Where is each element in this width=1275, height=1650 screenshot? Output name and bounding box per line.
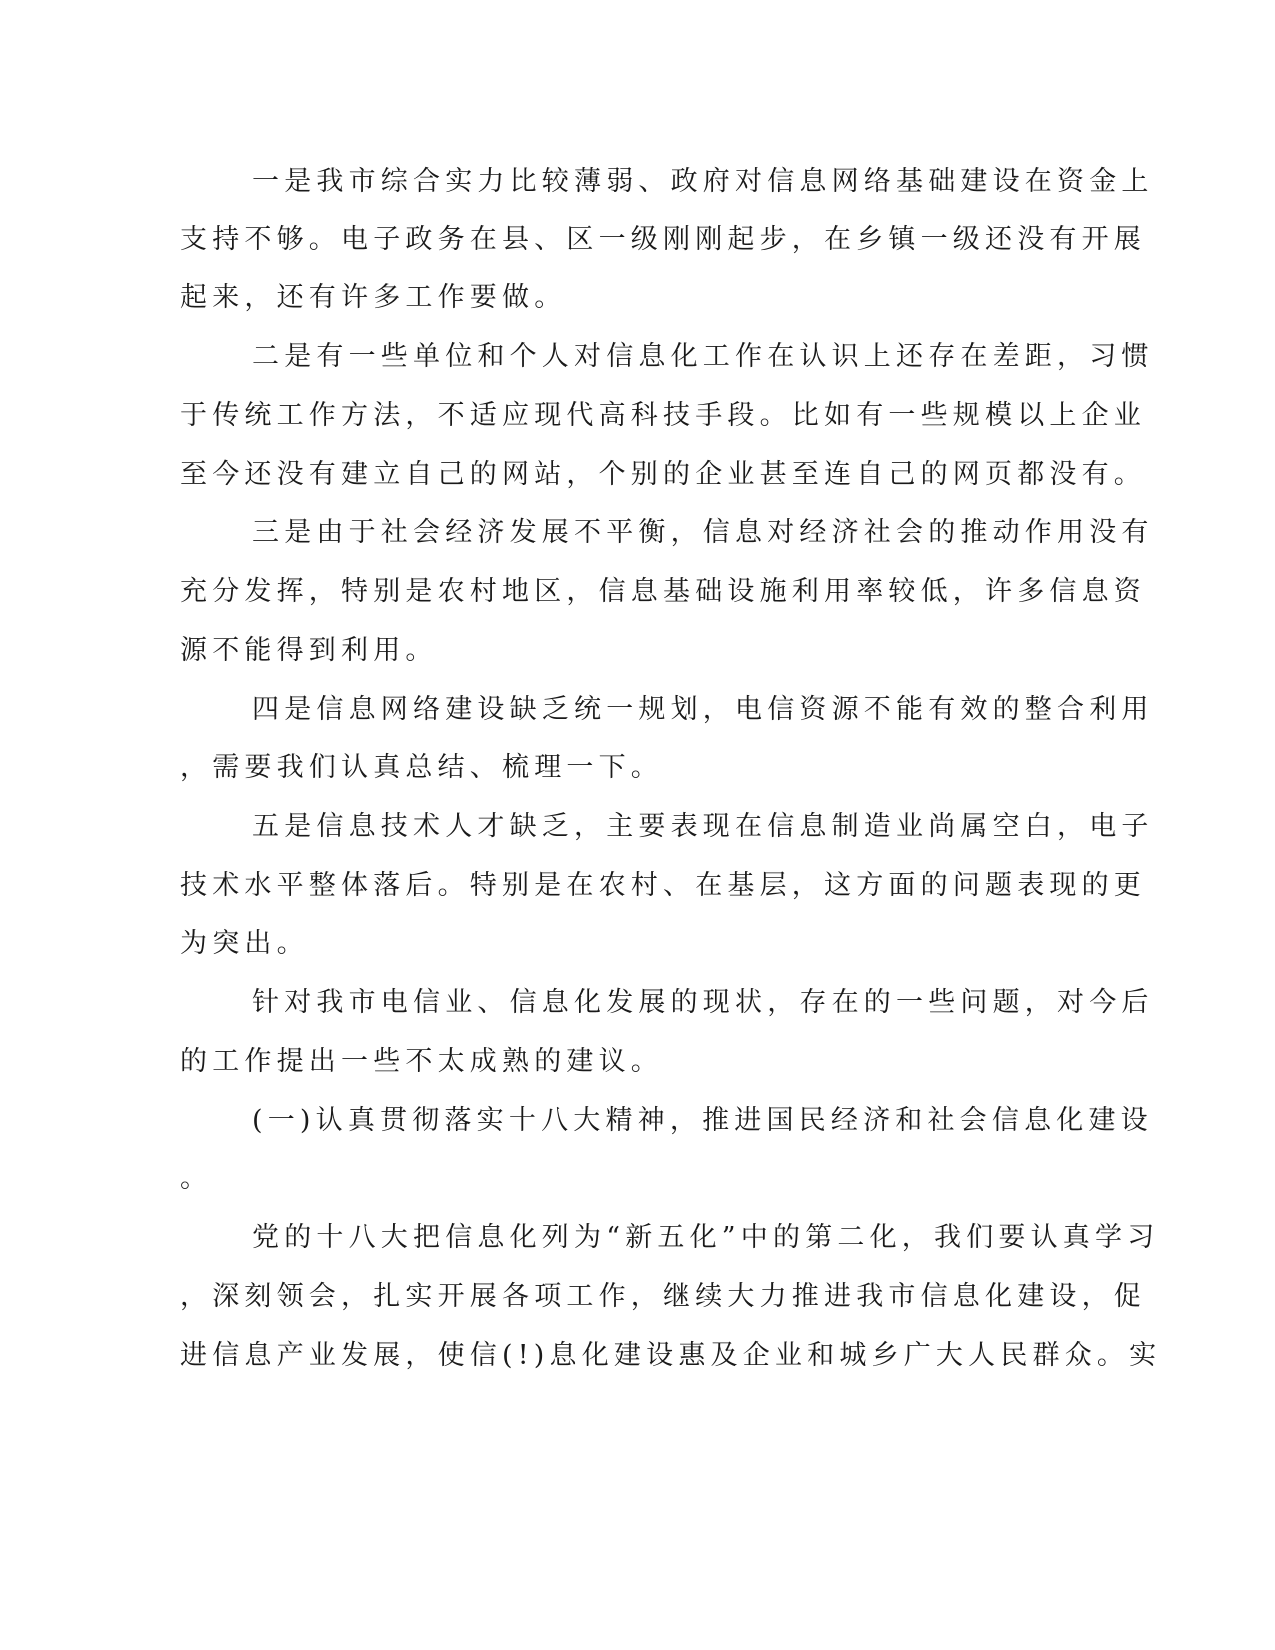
paragraph-4-line-1: 四是信息网络建设缺乏统一规划，电信资源不能有效的整合利用: [252, 694, 1154, 725]
paragraph-5-line-1: 五是信息技术人才缺乏，主要表现在信息制造业尚属空白，电子: [252, 811, 1154, 842]
paragraph-1-line-3: 起来，还有许多工作要做。: [180, 282, 567, 313]
paragraph-1-line-1: 一是我市综合实力比较薄弱、政府对信息网络基础建设在资金上: [252, 166, 1154, 197]
paragraph-2-line-3: 至今还没有建立自己的网站，个别的企业甚至连自己的网页都没有。: [180, 459, 1146, 490]
paragraph-7-line-3: 进信息产业发展，使信(!)息化建设惠及企业和城乡广大人民群众。实: [180, 1340, 1162, 1371]
paragraph-3-line-1: 三是由于社会经济发展不平衡，信息对经济社会的推动作用没有: [252, 517, 1154, 548]
paragraph-6-line-2: 的工作提出一些不太成熟的建议。: [180, 1046, 663, 1077]
paragraph-4-line-2: ，需要我们认真总结、梳理一下。: [180, 752, 663, 783]
paragraph-3-line-3: 源不能得到利用。: [180, 635, 438, 666]
section-heading-1-line-1: (一)认真贯彻落实十八大精神，推进国民经济和社会信息化建设: [252, 1105, 1153, 1136]
paragraph-5-line-2: 技术水平整体落后。特别是在农村、在基层，这方面的问题表现的更: [180, 870, 1146, 901]
paragraph-2-line-1: 二是有一些单位和个人对信息化工作在认识上还存在差距，习惯: [252, 341, 1154, 372]
paragraph-2-line-2: 于传统工作方法，不适应现代高科技手段。比如有一些规模以上企业: [180, 400, 1146, 431]
paragraph-6-line-1: 针对我市电信业、信息化发展的现状，存在的一些问题，对今后: [252, 987, 1154, 1018]
paragraph-5-line-3: 为突出。: [180, 928, 309, 959]
section-heading-1-line-2: 。: [180, 1163, 213, 1194]
paragraph-3-line-2: 充分发挥，特别是农村地区，信息基础设施利用率较低，许多信息资: [180, 576, 1146, 607]
paragraph-7-line-1: 党的十八大把信息化列为“新五化”中的第二化，我们要认真学习: [252, 1222, 1160, 1253]
paragraph-7-line-2: ，深刻领会，扎实开展各项工作，继续大力推进我市信息化建设，促: [180, 1281, 1146, 1312]
paragraph-1-line-2: 支持不够。电子政务在县、区一级刚刚起步，在乡镇一级还没有开展: [180, 224, 1146, 255]
